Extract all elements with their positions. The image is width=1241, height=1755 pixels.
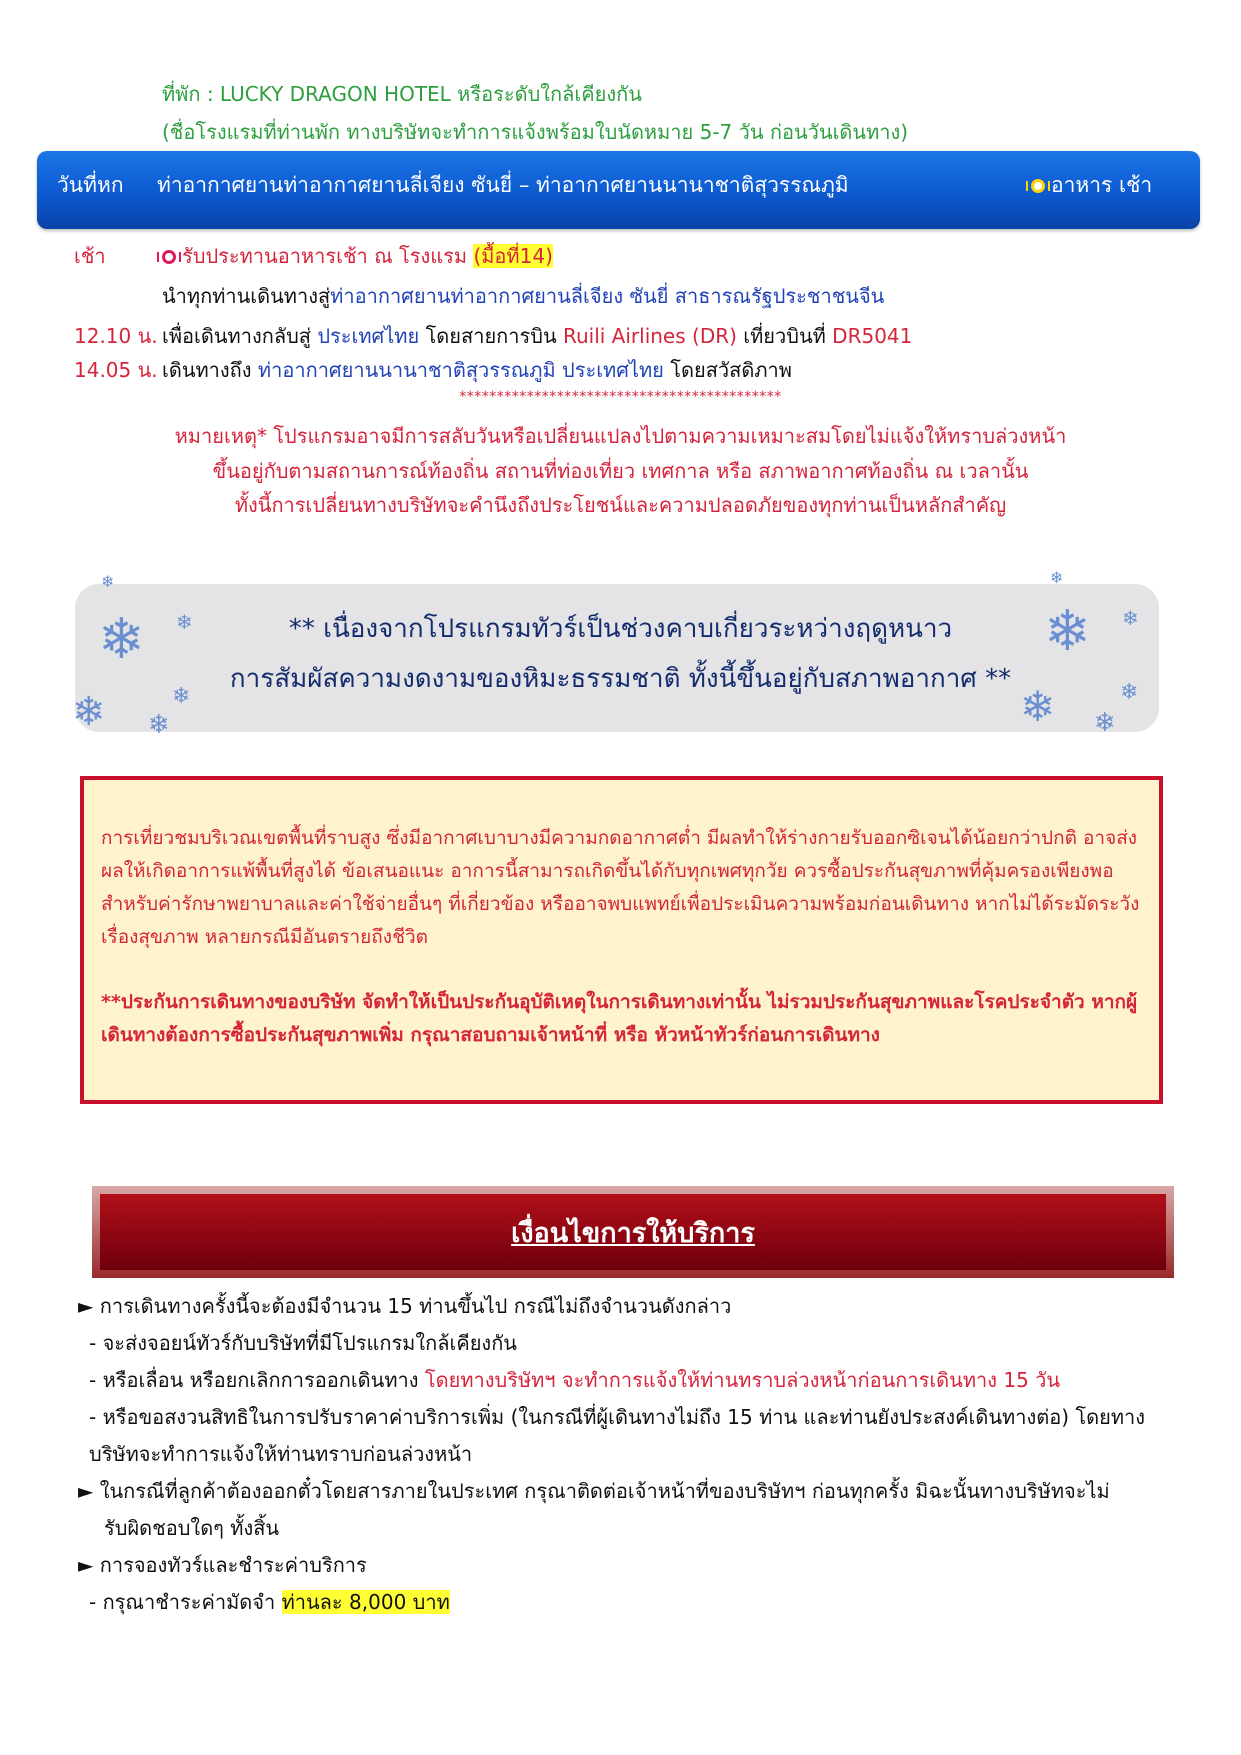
condition-bullet-3: ► การจองทัวร์และชำระค่าบริการ xyxy=(78,1553,367,1577)
condition-sub-3: - หรือขอสงวนสิทธิในการปรับราคาค่าบริการเพิ่ม (ในกรณีที่ผู้เดินทางไม่ถึง 15 ท่าน และท่านยังประสงค์เดินทางต่อ) โดยทาง xyxy=(89,1405,1145,1429)
snowflake-icon: ❄ xyxy=(1044,599,1091,664)
snowflake-icon: ❄ xyxy=(148,710,170,740)
snowflake-icon: ❄ xyxy=(1094,708,1116,738)
conditions-title: เงื่อนไขการให้บริการ xyxy=(511,1217,755,1249)
snowflake-icon: ❄ xyxy=(98,607,145,672)
snowflake-icon: ❄ xyxy=(1120,680,1139,705)
meal-number: (มื้อที่14) xyxy=(473,244,553,268)
snowflake-icon: ❄ xyxy=(101,572,115,591)
flight-line-1: เพื่อเดินทางกลับสู่ ประเทศไทย โดยสายการบิน Ruili Airlines (DR) เที่ยวบินที่ DR5041 xyxy=(162,324,913,348)
snowflake-icon: ❄ xyxy=(1122,606,1139,630)
condition-bullet-2: ► ในกรณีที่ลูกค้าต้องออกตั๋วโดยสารภายในประเทศ กรุณาติดต่อเจ้าหน้าที่ของบริษัทฯ ก่อนทุกครั้ง มิฉะนั้นทางบริษัทจะไม่ xyxy=(78,1479,1110,1503)
hotel-note: (ชื่อโรงแรมที่ท่านพัก ทางบริษัทจะทำการแจ้งพร้อมใบนัดหมาย 5-7 วัน ก่อนวันเดินทาง) xyxy=(162,120,909,144)
snowflake-icon: ❄ xyxy=(172,684,191,709)
note-line-3: ทั้งนี้การเปลี่ยนทางบริษัทจะคำนึงถึงประโยชน์และความปลอดภัยของทุกท่านเป็นหลักสำคัญ xyxy=(234,493,1007,517)
day-meals: อาหาร เช้า xyxy=(1031,169,1152,202)
meal-icon xyxy=(162,250,176,264)
morning-time: เช้า xyxy=(74,244,106,268)
arrival-line: เดินทางถึง ท่าอากาศยานนานาชาติสุวรรณภูมิ ประเทศไทย โดยสวัสดิภาพ xyxy=(162,358,792,382)
condition-sub-3-cont: บริษัทจะทำการแจ้งให้ท่านทราบก่อนล่วงหน้า xyxy=(89,1442,473,1466)
winter-line-2: การสัมผัสความงดงามของหิมะธรรมชาติ ทั้งนี้ขึ้นอยู่กับสภาพอากาศ ** xyxy=(229,664,1012,694)
condition-bullet-1: ► การเดินทางครั้งนี้จะต้องมีจำนวน 15 ท่านขึ้นไป กรณีไม่ถึงจำนวนดังกล่าว xyxy=(78,1294,732,1318)
winter-line-1: ** เนื่องจากโปรแกรมทัวร์เป็นช่วงคาบเกี่ยวระหว่างฤดูหนาว xyxy=(288,614,953,644)
deposit-amount: ท่านละ 8,000 บาท xyxy=(281,1590,450,1614)
insurance-note: **ประกันการเดินทางของบริษัท จัดทำให้เป็นประกันอุบัติเหตุในการเดินทางเท่านั้น ไม่รวมประกันสุขภาพและโรคประจำตัว หากผู้เดินทางต้องการซื้อประกันสุขภาพเพิ่ม กรุณาสอบถามเจ้าหน้าที่ หรือ หัวหน้าทัวร์ก่อนการเดินทาง xyxy=(101,991,1138,1046)
condition-sub-2: - หรือเลื่อน หรือยกเลิกการออกเดินทาง โดยทางบริษัทฯ จะทำการแจ้งให้ท่านทราบล่วงหน้าก่อนการเดินทาง 15 วัน xyxy=(89,1368,1061,1392)
day-header-bar xyxy=(37,151,1200,229)
condition-bullet-2-cont: รับผิดชอบใดๆ ทั้งสิ้น xyxy=(104,1516,280,1540)
altitude-warning-box xyxy=(80,776,1163,1104)
day-label: วันที่หก xyxy=(57,173,124,197)
breakfast-line: รับประทานอาหารเช้า ณ โรงแรม (มื้อที่14) xyxy=(162,240,553,272)
meal-icon xyxy=(1031,179,1045,193)
flight-time-1: 12.10 น. xyxy=(74,324,158,348)
snowflake-icon: ❄ xyxy=(176,610,193,634)
transfer-line: นำทุกท่านเดินทางสู่ท่าอากาศยานท่าอากาศยานลี่เจียง ซันยี่ สาธารณรัฐประชาชนจีน xyxy=(162,284,885,308)
hotel-info: ที่พัก : LUCKY DRAGON HOTEL หรือระดับใกล้เคียงกัน xyxy=(162,82,642,106)
condition-sub-1: - จะส่งจอยน์ทัวร์กับบริษัทที่มีโปรแกรมใกล้เคียงกัน xyxy=(89,1331,517,1355)
altitude-warning-text: การเที่ยวชมบริเวณเขตพื้นที่ราบสูง ซึ่งมีอากาศเบาบางมีความกดอากาศต่ำ มีผลทำให้ร่างกายรับออกซิเจนได้น้อยกว่าปกติ อาจส่งผลให้เกิดอาการแพ้พื้นที่สูงได้ ข้อเสนอแนะ อาการนี้สามารถเกิดขึ้นได้กับทุกเพศทุกวัย ควรซื้อประกันสุขภาพที่คุ้มครองเพียงพอสำหรับค่ารักษาพยาบาลและค่าใช้จ่ายอื่นๆ ที่เกี่ยวข้อง หรืออาจพบแพทย์เพื่อประเมินความพร้อมก่อนเดินทาง หากไม่ได้ระมัดระวังเรื่องสุขภาพ หลายกรณีมีอันตรายถึงชีวิต xyxy=(101,827,1140,948)
snowflake-icon: ❄ xyxy=(1050,568,1064,587)
note-line-2: ขึ้นอยู่กับตามสถานการณ์ท้องถิ่น สถานที่ท่องเที่ยว เทศกาล หรือ สภาพอากาศท้องถิ่น ณ เวลานั้น xyxy=(212,459,1029,483)
snowflake-icon: ❄ xyxy=(72,689,106,735)
note-line-1: หมายเหตุ* โปรแกรมอาจมีการสลับวันหรือเปลี่ยนแปลงไปตามความเหมาะสมโดยไม่แจ้งให้ทราบล่วงหน้า xyxy=(174,424,1067,448)
conditions-header xyxy=(92,1186,1174,1278)
day-route: ท่าอากาศยานท่าอากาศยานลี่เจียง ซันยี่ – ท่าอากาศยานนานาชาติสุวรรณภูมิ xyxy=(157,173,849,197)
star-divider: ******************************************* xyxy=(459,389,782,405)
snowflake-icon: ❄ xyxy=(1020,682,1056,731)
flight-time-2: 14.05 น. xyxy=(74,358,158,382)
deposit-line: - กรุณาชำระค่ามัดจำ ท่านละ 8,000 บาท xyxy=(89,1590,450,1614)
